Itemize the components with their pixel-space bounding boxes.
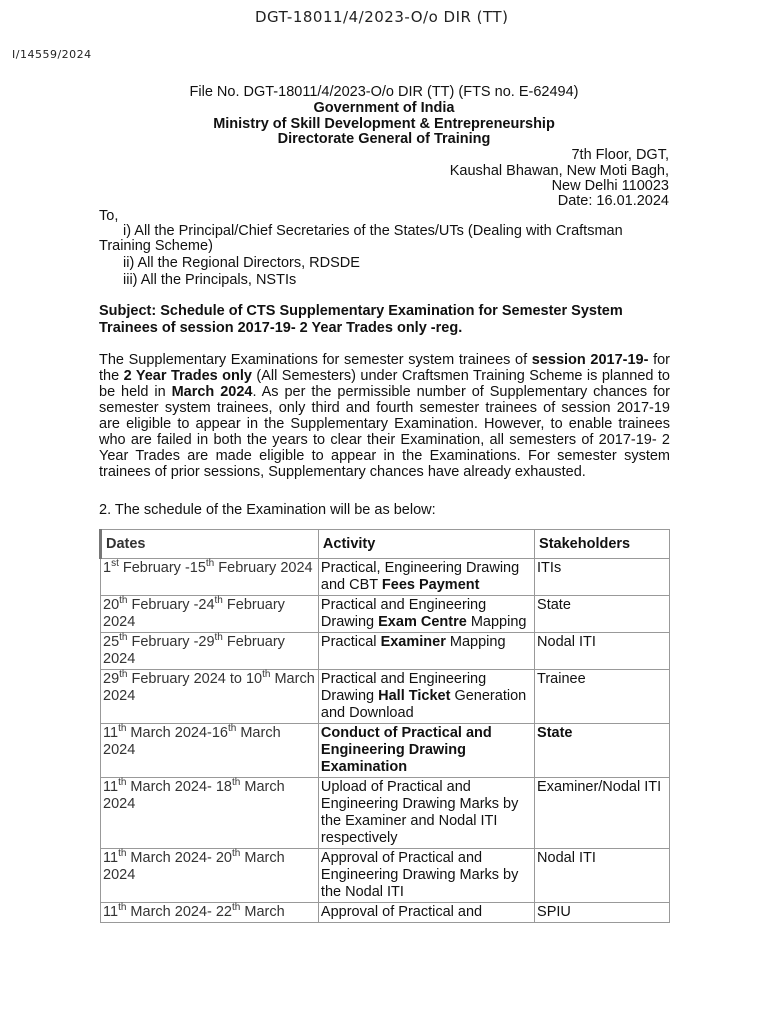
table-row (101, 633, 670, 670)
activity-cell: Practical and Engineering Drawing Hall Ticket Generation and Download (318, 670, 534, 724)
table-row (101, 778, 670, 849)
subject-line-2: Trainees of session 2017-19- 2 Year Trades only -reg. (99, 320, 463, 336)
stakeholder-cell: State (535, 724, 670, 778)
stakeholder-cell: Trainee (535, 670, 670, 724)
date-cell: 11th March 2024-16th March 2024 (101, 724, 319, 778)
schedule-intro: 2. The schedule of the Examination will be as below: (99, 502, 436, 518)
date-cell: 11th March 2024- 20th March 2024 (101, 849, 319, 903)
body-paragraph: The Supplementary Examinations for semester system trainees of session 2017-19- for the 2 Year Trades only (All Semesters) under Craftsmen Training Scheme is planned to be held in March 2024. As per the permissible number of Supplementary chances for semester system trainees, only third and fourth semester trainees of session 2017-19 are eligible to appear in the Supplementary Examination. However, to enable trainees who are failed in both the years to clear their Examination, all semesters of 2017-19- 2 Year Trades are made eligible to appear in the Examinations. For semester system trainees of prior sessions, Supplementary chances have already exhausted. (99, 352, 671, 480)
date-cell: 29th February 2024 to 10th March 2024 (101, 670, 319, 724)
table-row (101, 559, 670, 596)
activity-cell: Conduct of Practical and Engineering Drawing Examination (318, 724, 534, 778)
recipient-2: ii) All the Regional Directors, RDSDE (123, 255, 360, 271)
date-cell: 11th March 2024- 18th March 2024 (101, 778, 319, 849)
letter-date: Date: 16.01.2024 (557, 193, 669, 209)
activity-cell: Approval of Practical and Engineering Drawing Marks by the Nodal ITI (318, 849, 534, 903)
handwritten-file-reference: DGT-18011/4/2023-O/o DIR (TT) (255, 8, 509, 26)
address-line-1: 7th Floor, DGT, (571, 147, 669, 163)
date-cell: 25th February -29th February 2024 (101, 633, 319, 670)
activity-cell: Practical Examiner Mapping (318, 633, 534, 670)
stakeholder-cell: Examiner/Nodal ITI (535, 778, 670, 849)
to-label: To, (99, 208, 119, 224)
recipient-1-cont: Training Scheme) (99, 238, 213, 254)
header-activity: Activity (318, 530, 534, 559)
activity-cell: Practical, Engineering Drawing and CBT Fees Payment (318, 559, 534, 596)
table-row (101, 596, 670, 633)
recipient-1: i) All the Principal/Chief Secretaries of the States/UTs (Dealing with Craftsman (123, 223, 623, 239)
activity-cell: Upload of Practical and Engineering Drawing Marks by the Examiner and Nodal ITI respectively (318, 778, 534, 849)
table-header-row (101, 530, 670, 559)
subject-line-1: Subject: Schedule of CTS Supplementary Examination for Semester System (99, 303, 623, 319)
recipient-3: iii) All the Principals, NSTIs (123, 272, 297, 288)
table-row (101, 903, 670, 923)
stakeholder-cell: ITIs (535, 559, 670, 596)
table-row (101, 849, 670, 903)
date-cell: 20th February -24th February 2024 (101, 596, 319, 633)
directorate-title: Directorate General of Training (277, 131, 491, 147)
government-title: Government of India (313, 100, 455, 116)
table-row (101, 724, 670, 778)
stakeholder-cell: State (535, 596, 670, 633)
file-number: File No. DGT-18011/4/2023-O/o DIR (TT) (FTS no. E-62494) (189, 84, 579, 100)
ministry-title: Ministry of Skill Development & Entrepreneurship (213, 116, 555, 132)
stakeholder-cell: SPIU (535, 903, 670, 923)
stakeholder-cell: Nodal ITI (535, 633, 670, 670)
stakeholder-cell: Nodal ITI (535, 849, 670, 903)
date-cell: 1st February -15th February 2024 (101, 559, 319, 596)
activity-cell: Approval of Practical and (318, 903, 534, 923)
header-dates: Dates (101, 530, 319, 559)
handwritten-inward-number: I/14559/2024 (12, 48, 92, 61)
date-cell: 11th March 2024- 22th March (101, 903, 319, 923)
address-line-3: New Delhi 110023 (551, 178, 669, 194)
table-row (101, 670, 670, 724)
activity-cell: Practical and Engineering Drawing Exam Centre Mapping (318, 596, 534, 633)
schedule-table (99, 529, 670, 923)
address-line-2: Kaushal Bhawan, New Moti Bagh, (449, 163, 669, 179)
header-stakeholders: Stakeholders (535, 530, 670, 559)
